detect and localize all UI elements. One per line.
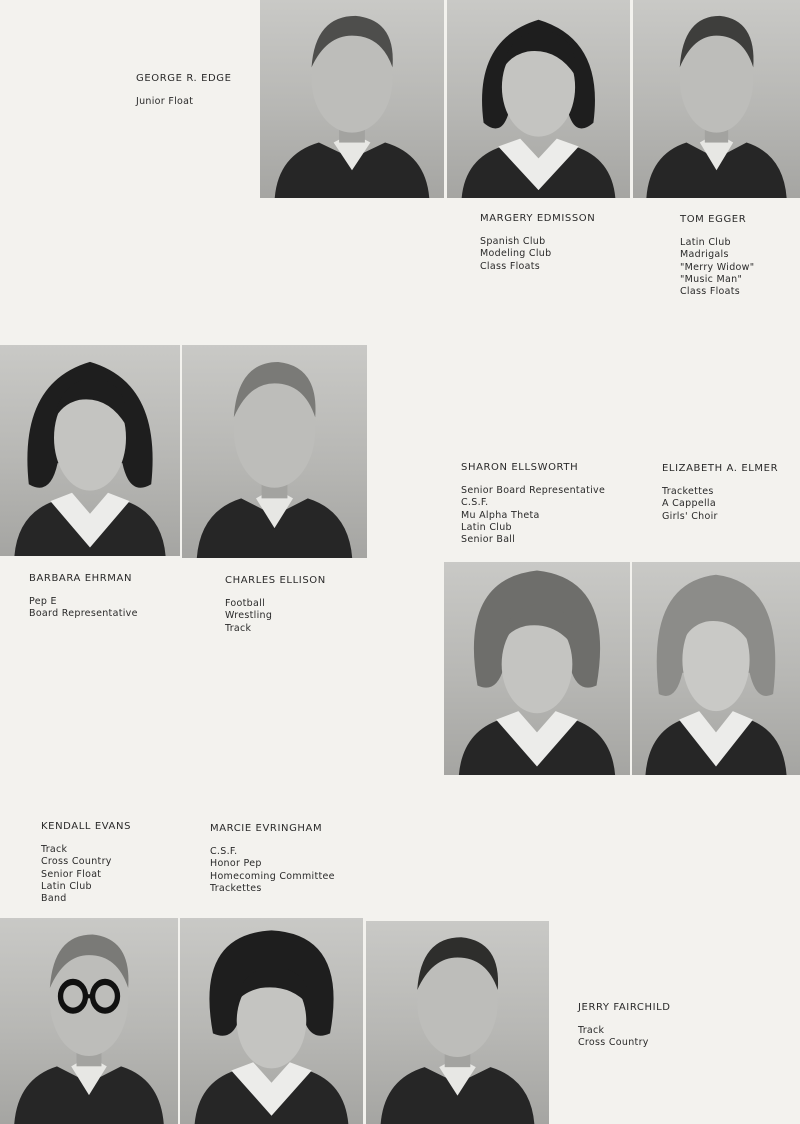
activity-item: Pep E — [29, 596, 57, 607]
activity-item: Honor Pep — [210, 858, 262, 870]
student-entry-margery-edmisson — [480, 213, 595, 273]
activity-list — [29, 596, 138, 621]
activity-item: Cross Country — [41, 856, 112, 868]
portrait-jerry-fairchild — [366, 921, 549, 1124]
girl-portrait-icon — [444, 562, 630, 775]
activity-list — [662, 486, 778, 523]
activity-item: Senior Ball — [461, 534, 516, 546]
portrait-sharon-ellsworth — [444, 562, 630, 775]
activity-list — [41, 844, 131, 905]
activity-list — [461, 485, 605, 546]
activity-item: Board Representative — [29, 608, 138, 620]
girl-portrait-icon — [447, 0, 630, 198]
activity-item: Spanish Club — [480, 236, 546, 247]
activity-item: Girls' Choir — [662, 510, 718, 522]
activity-item: Latin Club — [41, 880, 92, 892]
activity-item: Trackettes — [210, 882, 262, 894]
girl-portrait-icon — [632, 562, 800, 775]
student-name: GEORGE R. EDGE — [136, 73, 232, 84]
portrait-george-r-edge — [260, 0, 444, 198]
boy-portrait-icon — [0, 918, 178, 1124]
portrait-marcie-evringham — [180, 918, 363, 1124]
student-name: JERRY FAIRCHILD — [578, 1002, 671, 1013]
portrait-kendall-evans — [0, 918, 178, 1124]
boy-portrait-icon — [366, 921, 549, 1124]
activity-list — [480, 236, 595, 273]
activity-item: C.S.F. — [461, 497, 489, 509]
student-entry-elizabeth-a-elmer — [662, 463, 778, 523]
portrait-margery-edmisson — [447, 0, 630, 198]
student-entry-marcie-evringham — [210, 823, 335, 895]
activity-item: Football — [225, 598, 266, 609]
student-name: MARGERY EDMISSON — [480, 213, 596, 224]
student-entry-george-r-edge — [136, 73, 232, 108]
student-entry-tom-egger — [680, 214, 754, 298]
activity-item: Class Floats — [680, 286, 741, 298]
activity-item: Senior Float — [41, 868, 102, 880]
activity-item: C.S.F. — [210, 846, 238, 857]
boy-portrait-icon — [182, 345, 367, 558]
activity-item: Madrigals — [680, 249, 729, 261]
activity-list — [136, 96, 232, 108]
girl-portrait-icon — [0, 345, 180, 556]
activity-item: Latin Club — [461, 521, 512, 533]
activity-item: "Music Man" — [680, 273, 743, 285]
girl-portrait-icon — [180, 918, 363, 1124]
student-entry-sharon-ellsworth — [461, 462, 605, 546]
student-name: MARCIE EVRINGHAM — [210, 823, 323, 834]
student-name: SHARON ELLSWORTH — [461, 462, 579, 473]
activity-item: Mu Alpha Theta — [461, 509, 540, 521]
activity-item: Latin Club — [680, 237, 731, 248]
activity-item: Senior Board Representative — [461, 485, 606, 496]
boy-portrait-icon — [260, 0, 444, 198]
student-name: ELIZABETH A. ELMER — [662, 463, 779, 474]
activity-item: Track — [578, 1025, 605, 1036]
student-entry-jerry-fairchild — [578, 1002, 671, 1050]
student-name: TOM EGGER — [680, 214, 747, 225]
activity-item: Class Floats — [480, 260, 541, 272]
activity-item: Cross Country — [578, 1037, 649, 1049]
activity-item: A Cappella — [662, 498, 716, 510]
activity-list — [680, 237, 754, 298]
activity-list — [578, 1025, 671, 1050]
activity-list — [210, 846, 335, 895]
activity-item: Modeling Club — [480, 248, 552, 260]
student-entry-charles-ellison — [225, 575, 326, 635]
activity-item: Band — [41, 893, 67, 905]
activity-item: Trackettes — [662, 486, 714, 497]
activity-item: Junior Float — [136, 96, 194, 107]
portrait-elizabeth-a-elmer — [632, 562, 800, 775]
activity-item: Wrestling — [225, 610, 273, 622]
student-entry-barbara-ehrman — [29, 573, 138, 621]
portrait-barbara-ehrman — [0, 345, 180, 556]
portrait-charles-ellison — [182, 345, 367, 558]
activity-item: Homecoming Committee — [210, 870, 335, 882]
boy-portrait-icon — [633, 0, 800, 198]
activity-list — [225, 598, 326, 635]
student-name: BARBARA EHRMAN — [29, 573, 133, 584]
activity-item: Track — [225, 622, 252, 634]
activity-item: Track — [41, 844, 68, 855]
student-entry-kendall-evans — [41, 821, 131, 905]
activity-item: "Merry Widow" — [680, 261, 755, 273]
portrait-tom-egger — [633, 0, 800, 198]
student-name: KENDALL EVANS — [41, 821, 132, 832]
student-name: CHARLES ELLISON — [225, 575, 326, 586]
